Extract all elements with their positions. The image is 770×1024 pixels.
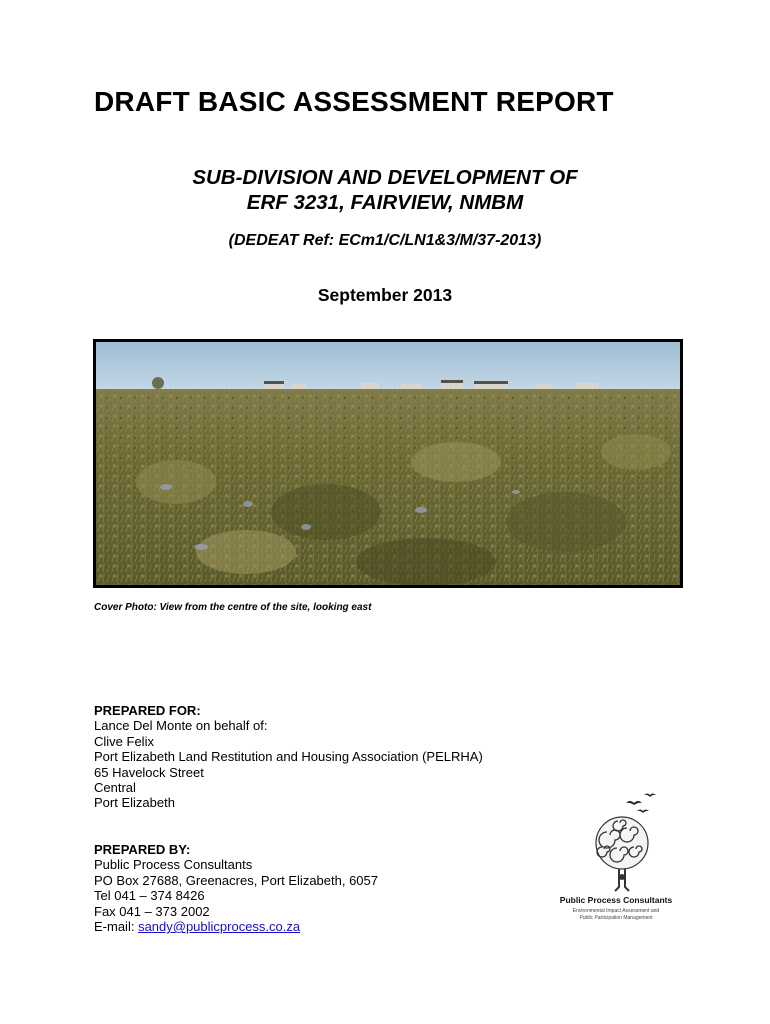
prepared-by-line: PO Box 27688, Greenacres, Port Elizabeth, 6057	[94, 872, 379, 888]
prepared-for-section	[94, 703, 483, 811]
prepared-for-line: 65 Havelock Street	[94, 764, 204, 780]
logo-name: Public Process Consultants	[559, 895, 673, 905]
prepared-for-heading: PREPARED FOR:	[94, 703, 201, 718]
logo-tagline-line1: Environmental Impact Assessment and	[572, 908, 660, 914]
prepared-for-line: Clive Felix	[94, 733, 154, 749]
report-date: September 2013	[317, 285, 453, 305]
email-label: E-mail:	[94, 919, 139, 935]
prepared-for-line: Lance Del Monte on behalf of:	[94, 718, 268, 734]
email-link[interactable]: sandy@publicprocess.co.za	[138, 919, 301, 935]
tree-swirl-birds-icon	[552, 791, 682, 931]
cover-photo	[93, 339, 683, 588]
prepared-for-line: Port Elizabeth Land Restitution and Housing Association (PELRHA)	[94, 749, 483, 765]
report-subtitle-line1: SUB-DIVISION AND DEVELOPMENT OF	[192, 166, 578, 189]
photo-caption: Cover Photo: View from the centre of the site, looking east	[94, 602, 372, 613]
prepared-by-line: Public Process Consultants	[94, 857, 253, 873]
prepared-by-section	[94, 842, 378, 934]
prepared-by-line: Tel 041 – 374 8426	[94, 888, 205, 904]
company-logo	[552, 791, 682, 931]
prepared-by-line: Fax 041 – 373 2002	[94, 903, 210, 919]
logo-tagline-line2: Public Participation Management	[579, 915, 653, 921]
prepared-for-line: Central	[94, 780, 136, 796]
report-title: DRAFT BASIC ASSESSMENT REPORT	[94, 86, 614, 117]
prepared-by-heading: PREPARED BY:	[94, 842, 191, 857]
email-row	[94, 919, 378, 934]
prepared-for-line: Port Elizabeth	[94, 795, 175, 811]
reference-number: (DEDEAT Ref: ECm1/C/LN1&3/M/37-2013)	[228, 232, 542, 249]
report-subtitle-line2: ERF 3231, FAIRVIEW, NMBM	[246, 191, 524, 214]
